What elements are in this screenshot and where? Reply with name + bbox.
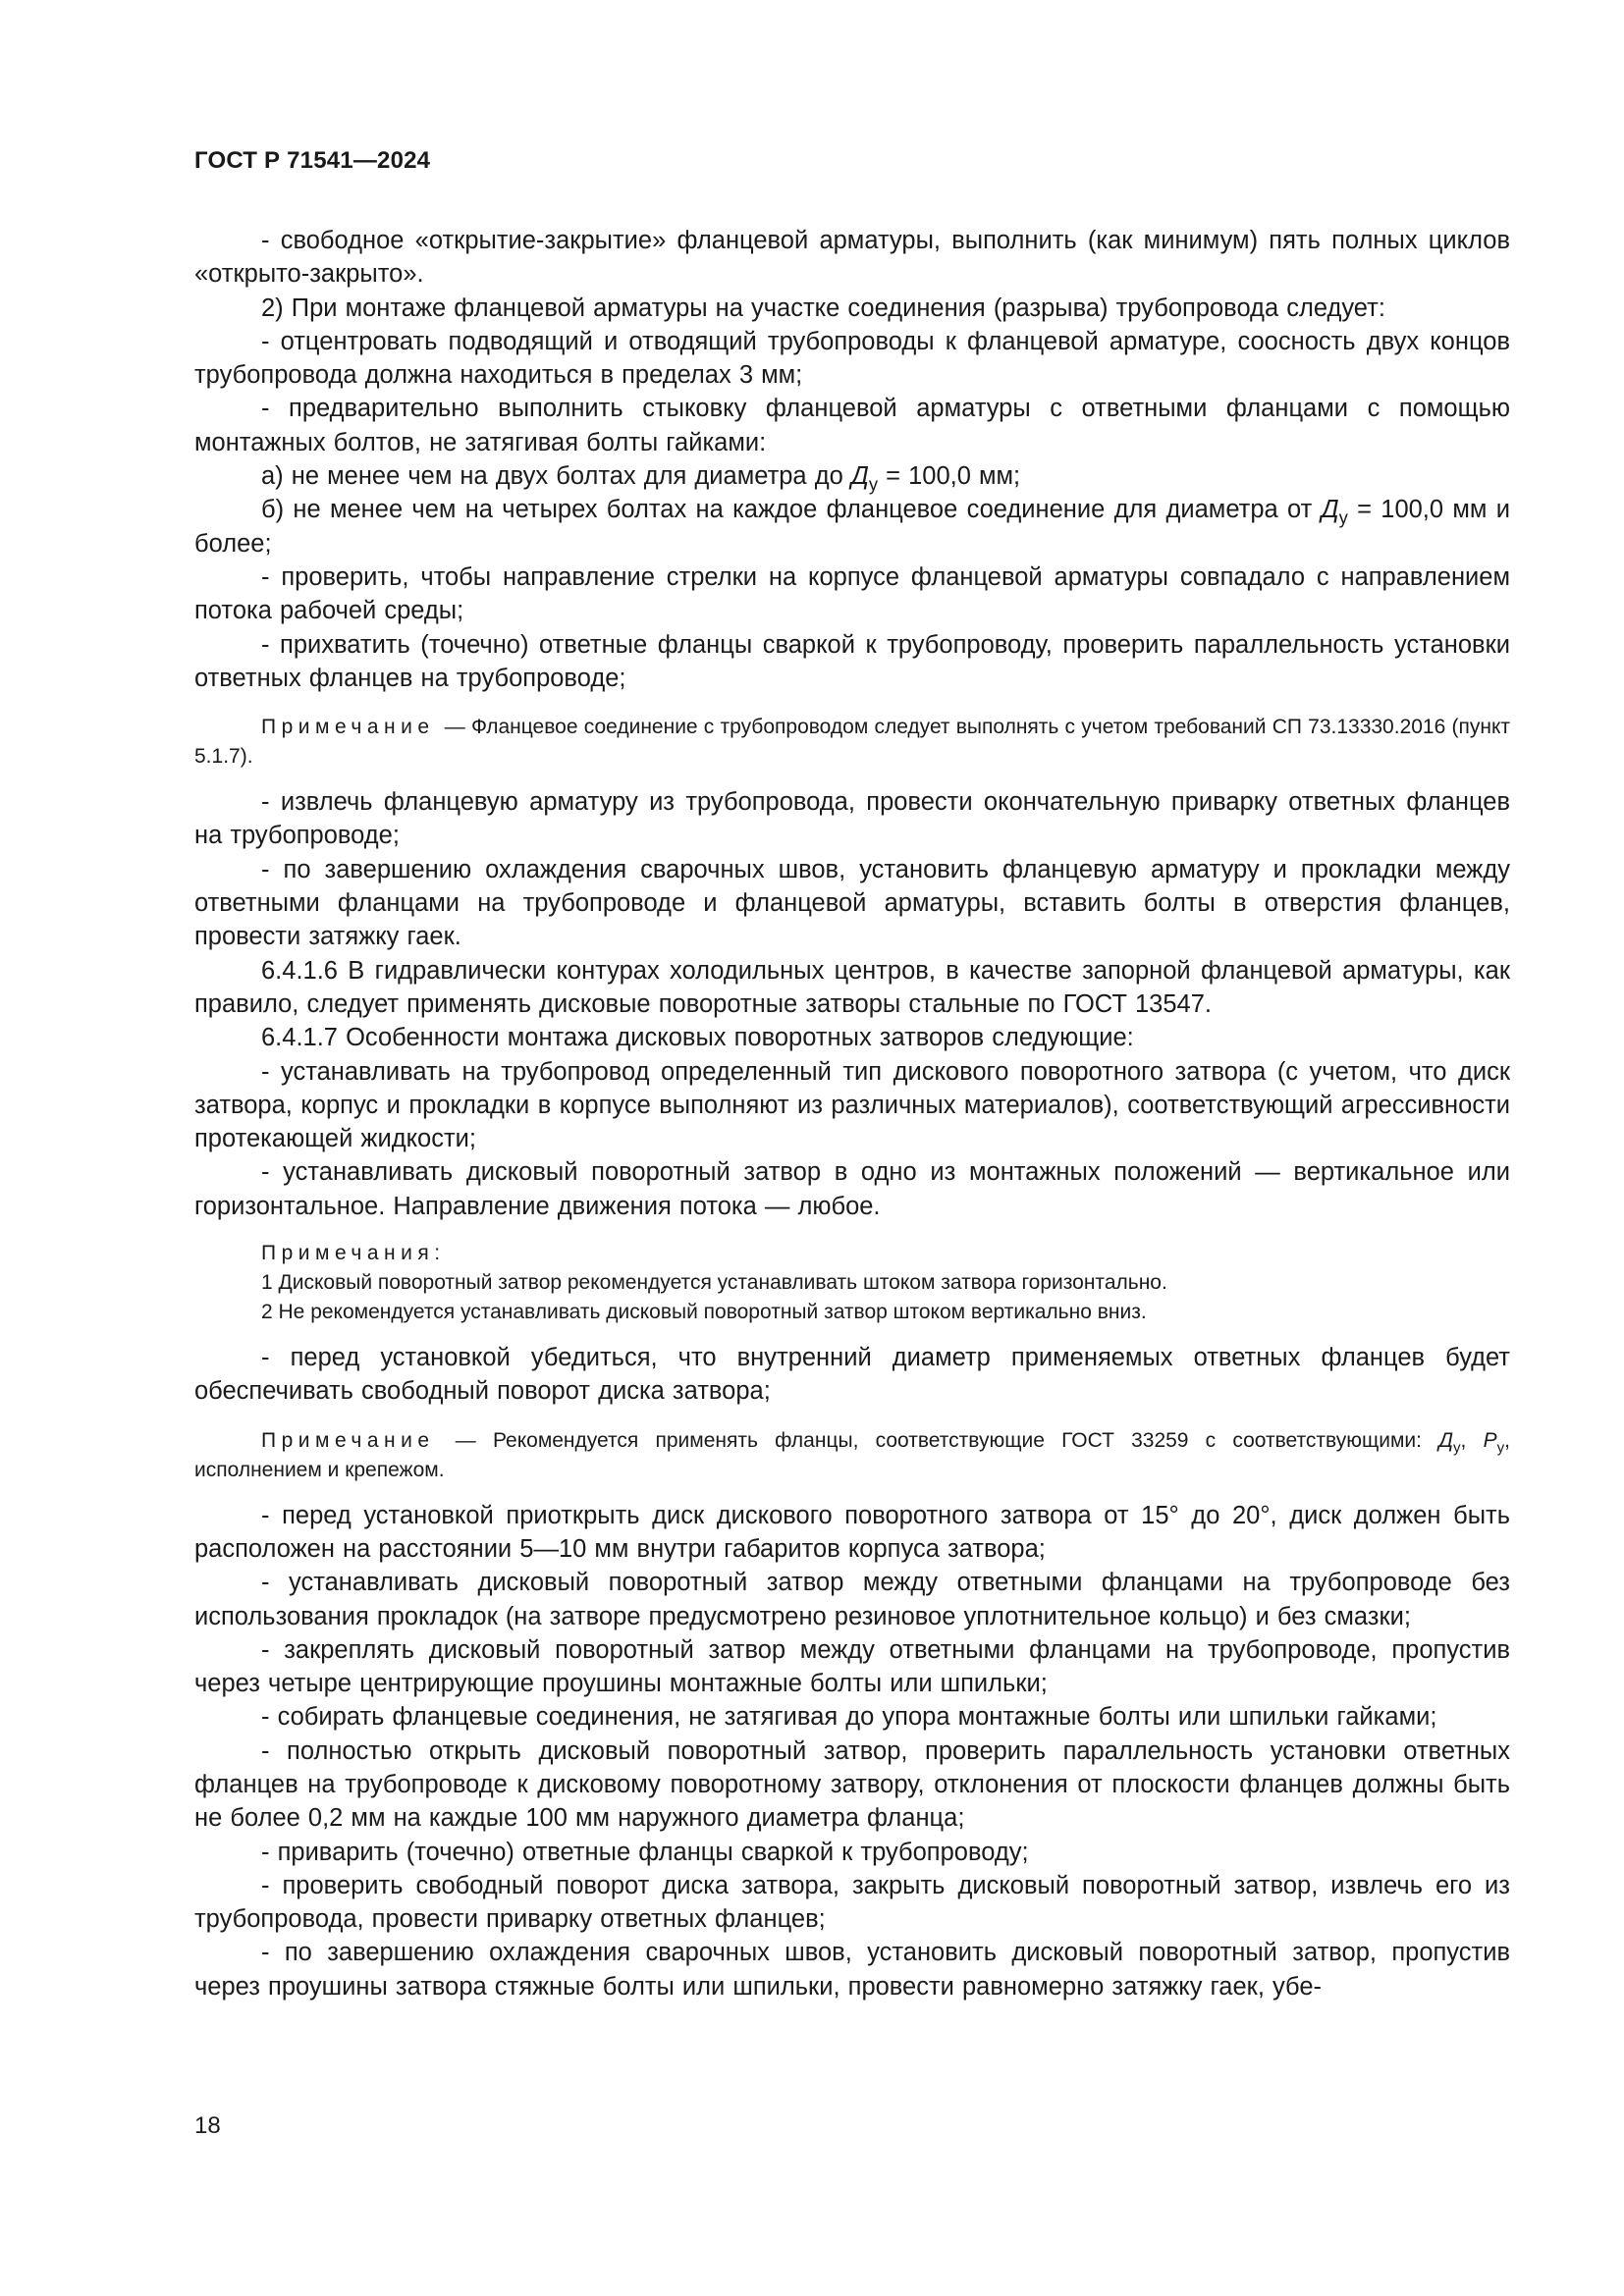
paragraph: 2) При монтаже фланцевой арматуры на участке соединения (разрыва) трубопровода следует: <box>261 294 1385 322</box>
diameter-symbol: Д <box>850 462 869 491</box>
paragraph: - по завершению охлаждения сварочных швов, установить дисковый поворотный затвор, пропустив через проушины затвора стяжные болты или шпильки, провести равномерно затяжку гаек, убе- <box>194 1939 1510 2001</box>
paragraph: 6.4.1.6 В гидравлически контурах холодильных центров, в качестве запорной фланцевой арматуры, как правило, следует применять дисковые поворотные затворы стальные по ГОСТ 13547. <box>194 956 1510 1018</box>
paragraph: - закреплять дисковый поворотный затвор между ответными фланцами на трубопроводе, пропустив через четыре центрирующие проушины монтажные болты или шпильки; <box>194 1635 1510 1698</box>
page-number: 18 <box>194 2112 221 2139</box>
paragraph: - отцентровать подводящий и отводящий трубопроводы к фланцевой арматуре, соосность двух концов трубопровода должна находиться в пределах 3 мм; <box>194 327 1510 390</box>
notes-block <box>194 1239 1510 1327</box>
paragraph: - извлечь фланцевую арматуру из трубопровода, провести окончательную приварку ответных фланцев на трубопроводе; <box>194 788 1510 850</box>
diameter-subscript: у <box>1452 1438 1461 1456</box>
paragraph: - перед установкой убедиться, что внутренний диаметр применяемых ответных фланцев будет обеспечивать свободный поворот диска затвора; <box>194 1344 1510 1406</box>
diameter-subscript: у <box>1338 507 1348 528</box>
paragraph: - прихватить (точечно) ответные фланцы сваркой к трубопроводу, проверить параллельность установки ответных фланцев на трубопроводе; <box>194 630 1510 692</box>
pressure-subscript: у <box>1496 1438 1505 1456</box>
note-item: 2 Не рекомендуется устанавливать дисковый поворотный затвор штоком вертикально вниз. <box>261 1301 1147 1324</box>
note-text: — Фланцевое соединение с трубопроводом следует выполнять с учетом требований СП 73.13330.2016 (пункт 5.1.7). <box>194 716 1510 769</box>
paragraph: - предварительно выполнить стыковку фланцевой арматуры с ответными фланцами с помощью монтажных болтов, не затягивая болты гайками: <box>194 395 1510 456</box>
note-item: 1 Дисковый поворотный затвор рекомендуется устанавливать штоком затвора горизонтально. <box>261 1271 1167 1295</box>
paragraph: - собирать фланцевые соединения, не затягивая до упора монтажные болты или шпильки гайками; <box>261 1703 1437 1732</box>
note-text: — Рекомендуется применять фланцы, соответствующие ГОСТ 33259 с соответствующими: <box>438 1428 1439 1452</box>
paragraph: - приварить (точечно) ответные фланцы сваркой к трубопроводу; <box>261 1838 1029 1866</box>
note-text-tail: , исполнением и крепежом. <box>194 1428 1510 1481</box>
paragraph: 6.4.1.7 Особенности монтажа дисковых поворотных затворов следующие: <box>261 1024 1134 1052</box>
text-run: а) не менее чем на двух болтах для диаметра до <box>261 462 851 491</box>
paragraph: - устанавливать на трубопровод определенный тип дискового поворотного затвора (с учетом, что диск затвора, корпус и прокладки в корпусе выполняют из различных материалов), соответствующий агрессивности протекающей жидкости; <box>194 1057 1510 1153</box>
paragraph: - свободное «открытие-закрытие» фланцевой арматуры, выполнить (как минимум) пять полных циклов «открыто-закрыто». <box>194 227 1510 289</box>
note-label: Примечание <box>261 716 435 739</box>
note <box>194 1426 1510 1485</box>
note <box>194 713 1510 772</box>
document-code-header: ГОСТ Р 71541—2024 <box>194 147 431 174</box>
paragraph: - устанавливать дисковый поворотный затвор между ответными фланцами на трубопроводе без использования прокладок (на затворе предусмотрено резиновое уплотнительное кольцо) и без смазки; <box>194 1569 1510 1630</box>
paragraph: - перед установкой приоткрыть диск дискового поворотного затвора от 15° до 20°, диск должен быть расположен на расстоянии 5—10 мм внутри габаритов корпуса затвора; <box>194 1501 1510 1563</box>
text-run: б) не менее чем на четырех болтах на каждое фланцевое соединение для диаметра от <box>261 496 1322 524</box>
paragraph: - по завершению охлаждения сварочных швов, установить фланцевую арматуру и прокладки между ответными фланцами на трубопроводе и фланцевой арматуры, вставить болты в отверстия фланцев, провести затяжку гаек. <box>194 855 1510 951</box>
paragraph: - проверить свободный поворот диска затвора, закрыть дисковый поворотный затвор, извлечь его из трубопровода, провести приварку ответных фланцев; <box>194 1871 1510 1934</box>
text-run: = 100,0 мм; <box>878 462 1021 491</box>
note-label: Примечание <box>261 1428 435 1452</box>
notes-label: Примечания: <box>261 1242 446 1265</box>
diameter-subscript: у <box>868 473 879 495</box>
paragraph <box>194 459 1510 493</box>
diameter-symbol: Д <box>1438 1428 1453 1452</box>
paragraph <box>194 493 1510 561</box>
text-run: = 100,0 мм и более; <box>194 496 1510 558</box>
document-body <box>194 224 1510 2003</box>
paragraph: - устанавливать дисковый поворотный затвор в одно из монтажных положений — вертикальное или горизонтальное. Направление движения потока — любое. <box>194 1158 1510 1220</box>
pressure-symbol: Р <box>1483 1428 1497 1452</box>
diameter-symbol: Д <box>1321 496 1339 524</box>
paragraph: - полностью открыть дисковый поворотный затвор, проверить параллельность установки ответных фланцев на трубопроводе к дисковому поворотному затвору, отклонения от плоскости фланцев должны быть не более 0,2 мм на каждые 100 мм наружного диаметра фланца; <box>194 1736 1510 1833</box>
separator: , <box>1460 1428 1484 1452</box>
paragraph: - проверить, чтобы направление стрелки на корпусе фланцевой арматуры совпадало с направлением потока рабочей среды; <box>194 562 1510 625</box>
